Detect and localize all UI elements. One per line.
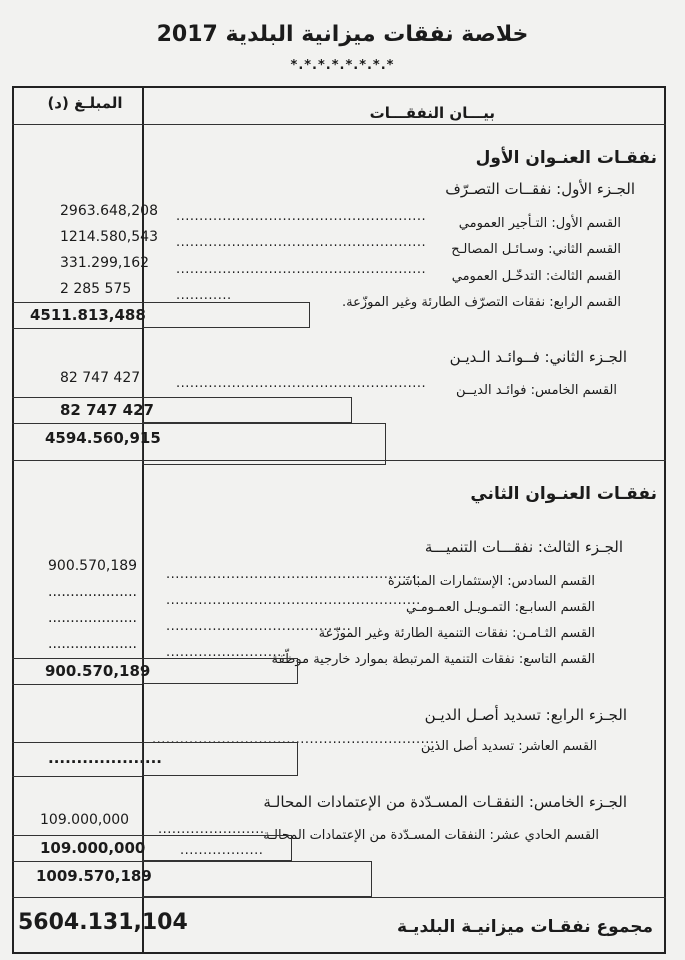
part3-total: 900.570,189 — [45, 662, 151, 680]
part1-item-1-amount: 2963.648,208 — [60, 203, 158, 219]
part3-item-2-label: القسم السابـع: التمـويـل العمـومـي — [406, 600, 595, 615]
part1-item-3-dots: ...................................................... — [176, 262, 427, 277]
part1-label: الجـزء الأول: نفقــات التصـرّف — [445, 180, 635, 198]
title-ornament: *.*.*.*.*.*.*.* — [290, 58, 395, 73]
grand-total-label: مجموع نفقـات ميزانيـة البلديـة — [396, 917, 653, 937]
title1-heading: نفقـات العنـوان الأول — [475, 148, 657, 168]
part2-item-1-dots: ...................................................... — [176, 376, 427, 391]
part1-total: 4511.813,488 — [30, 306, 146, 324]
grand-total-amount: 5604.131,104 — [18, 910, 188, 935]
part1-item-2-amount: 1214.580,543 — [60, 229, 158, 245]
part1-item-1-dots: ...................................................... — [176, 209, 427, 224]
part2-item-1-amount: 82 747 427 — [60, 370, 141, 386]
part1-item-2-label: القسم الثاني: وسـائـل المصالـح — [451, 242, 621, 257]
part1-item-4-dots: ............ — [176, 288, 232, 303]
part1-item-1-label: القسم الأول: التـأجير العمومي — [458, 216, 621, 231]
subtotal-divider — [12, 302, 142, 303]
part3-item-1-dots: ....................................................... — [166, 567, 421, 582]
header-statement: بيـــان النفقـــات — [369, 104, 495, 122]
part4-total-box — [142, 742, 298, 776]
section-divider — [12, 460, 666, 461]
part1-item-4-amount: 2 285 575 — [60, 281, 132, 297]
part5-item-1-amount: 109.000,000 — [40, 812, 130, 828]
part3-item-2-amount: .................... — [48, 584, 138, 600]
subtotal-divider — [12, 776, 142, 777]
part3-item-1-amount: 900.570,189 — [48, 558, 138, 574]
part4-label: الجـزء الرابع: تسديد أصـل الديـن — [424, 706, 627, 724]
part3-item-1-label: القسم السادس: الإستثمارات المباشرة — [387, 574, 595, 589]
header-amount: المبلـغ (د) — [47, 94, 123, 112]
part4-item-1-amount: .................... — [48, 749, 162, 767]
subtotal-divider — [12, 658, 142, 659]
part1-item-3-amount: 331.299,162 — [60, 255, 150, 271]
part3-item-2-dots: ....................................................... — [166, 593, 421, 608]
part3-item-3-dots: ........................................ — [166, 619, 352, 634]
part1-item-4-label: القسم الرابع: نفقات التصرّف الطارئة وغير الموزّعة. — [341, 295, 621, 310]
part2-item-1-label: القسم الخامس: فوائـد الديــن — [456, 383, 617, 398]
part3-item-4-amount: .................... — [48, 636, 138, 652]
part3-item-4-label: القسم التاسع: نفقات التنمية المرتبطة بموارد خارجية موظّفة — [271, 652, 595, 667]
part5-total-box-dots: .................. — [180, 843, 264, 858]
subtotal-divider — [12, 861, 142, 862]
part3-item-3-label: القسم الثـامـن: نفقات التنمية الطارئة وغير الموزّعة — [318, 626, 595, 641]
header-divider — [12, 124, 666, 125]
part1-item-2-dots: ...................................................... — [176, 235, 427, 250]
subtotal-divider — [12, 835, 142, 836]
part2-total-box — [142, 397, 352, 423]
part3-item-3-amount: .................... — [48, 610, 138, 626]
part4-item-1-dots: .............................................................. — [152, 732, 440, 747]
part5-label: الجـزء الخامس: النفقـات المسـدّدة من الإعتمادات المحالـة — [263, 793, 627, 811]
subtotal-divider — [12, 742, 142, 743]
part5-total: 109.000,000 — [40, 839, 146, 857]
part5-item-1-dots: ....................... — [158, 822, 265, 837]
title2-total: 1009.570,189 — [36, 867, 152, 885]
subtotal-divider — [12, 397, 142, 398]
part1-item-3-label: القسم الثالث: التدخّـل العمومي — [451, 269, 621, 284]
title2-total-box — [142, 861, 372, 897]
title1-total-box — [142, 423, 386, 465]
page-title: خلاصة نفقات ميزانية البلدية 2017 — [156, 22, 529, 47]
section-divider — [12, 897, 666, 898]
subtotal-divider — [12, 328, 142, 329]
part3-item-4-dots: .......................... — [166, 645, 287, 660]
title1-total: 4594.560,915 — [45, 429, 161, 447]
part2-label: الجـزء الثاني: فــوائـد الـديـن — [449, 348, 627, 366]
part5-item-1-label: القسم الحادي عشر: النفقات المسـدّدة من الإعتمادات المحالـة — [263, 828, 599, 843]
subtotal-divider — [12, 684, 142, 685]
part4-item-1-label: القسم العاشر: تسديد أصل الدين — [420, 739, 597, 754]
part3-label: الجـزء الثالث: نفقـــات التنميـــة — [424, 538, 623, 556]
subtotal-divider — [12, 423, 142, 424]
title2-heading: نفقـات العنـوان الثاني — [470, 484, 657, 504]
part3-total-box — [142, 658, 298, 684]
part1-total-box — [142, 302, 310, 328]
part2-total: 82 747 427 — [60, 401, 154, 419]
